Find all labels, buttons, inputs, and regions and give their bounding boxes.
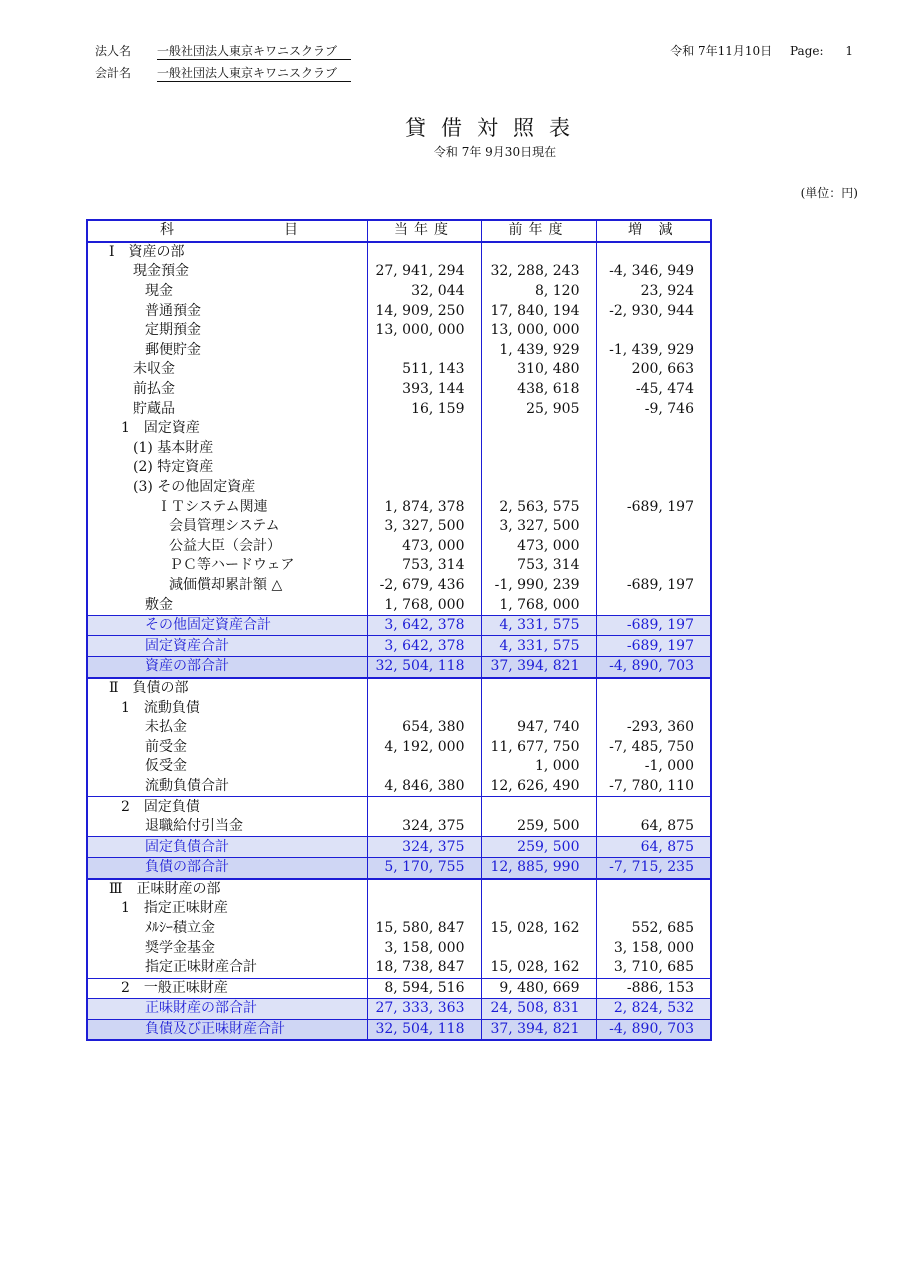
current-year-value bbox=[367, 458, 481, 478]
table-row bbox=[87, 497, 711, 517]
row-label: 郵便貯金 bbox=[87, 341, 367, 361]
change-value: 64, 875 bbox=[596, 817, 711, 837]
current-year-value bbox=[367, 879, 481, 900]
accounting-line bbox=[95, 65, 351, 82]
table-row bbox=[87, 938, 711, 958]
row-label: 前払金 bbox=[87, 380, 367, 400]
table-row bbox=[87, 282, 711, 302]
row-label: 敷金 bbox=[87, 595, 367, 615]
row-label: 固定負債合計 bbox=[87, 837, 367, 858]
previous-year-value: 753, 314 bbox=[481, 556, 596, 576]
previous-year-value: 3, 327, 500 bbox=[481, 517, 596, 537]
current-year-value: 32, 504, 118 bbox=[367, 657, 481, 678]
current-year-value: 27, 941, 294 bbox=[367, 262, 481, 282]
current-year-value bbox=[367, 478, 481, 498]
table-row bbox=[87, 999, 711, 1020]
row-label: その他固定資産合計 bbox=[87, 615, 367, 636]
previous-year-value: 2, 563, 575 bbox=[481, 497, 596, 517]
change-value: -4, 346, 949 bbox=[596, 262, 711, 282]
previous-year-value: 9, 480, 669 bbox=[481, 978, 596, 999]
previous-year-value: 8, 120 bbox=[481, 282, 596, 302]
table-row bbox=[87, 537, 711, 557]
change-value: 23, 924 bbox=[596, 282, 711, 302]
row-label: (1) 基本財産 bbox=[87, 439, 367, 459]
previous-year-value bbox=[481, 439, 596, 459]
current-year-value bbox=[367, 242, 481, 263]
current-year-value: 13, 000, 000 bbox=[367, 321, 481, 341]
previous-year-value: 947, 740 bbox=[481, 718, 596, 738]
change-value: 200, 663 bbox=[596, 360, 711, 380]
previous-year-value bbox=[481, 678, 596, 699]
table-row bbox=[87, 737, 711, 757]
change-value: -1, 000 bbox=[596, 757, 711, 777]
previous-year-value bbox=[481, 879, 596, 900]
table-row bbox=[87, 458, 711, 478]
change-value: -45, 474 bbox=[596, 380, 711, 400]
table-row bbox=[87, 517, 711, 537]
change-value: -1, 439, 929 bbox=[596, 341, 711, 361]
current-year-value: 3, 642, 378 bbox=[367, 615, 481, 636]
table-row bbox=[87, 242, 711, 263]
previous-year-value: 37, 394, 821 bbox=[481, 1019, 596, 1040]
table-row bbox=[87, 698, 711, 718]
corporation-name: 一般社団法人東京キワニスクラブ bbox=[157, 43, 351, 60]
previous-year-value: 1, 439, 929 bbox=[481, 341, 596, 361]
current-year-value: 393, 144 bbox=[367, 380, 481, 400]
previous-year-value: 11, 677, 750 bbox=[481, 737, 596, 757]
change-value bbox=[596, 517, 711, 537]
current-year-value: 4, 192, 000 bbox=[367, 737, 481, 757]
change-value: -4, 890, 703 bbox=[596, 657, 711, 678]
previous-year-value: 473, 000 bbox=[481, 537, 596, 557]
previous-year-value: 12, 885, 990 bbox=[481, 858, 596, 879]
row-label: (3) その他固定資産 bbox=[87, 478, 367, 498]
corporation-line bbox=[95, 43, 351, 60]
current-year-value: 511, 143 bbox=[367, 360, 481, 380]
row-label: 2 一般正味財産 bbox=[87, 978, 367, 999]
table-row bbox=[87, 576, 711, 596]
row-label: 現金 bbox=[87, 282, 367, 302]
current-year-value bbox=[367, 419, 481, 439]
table-row bbox=[87, 321, 711, 341]
current-year-value bbox=[367, 797, 481, 817]
change-value: 3, 158, 000 bbox=[596, 938, 711, 958]
previous-year-value: 4, 331, 575 bbox=[481, 636, 596, 657]
row-label: ﾒﾙｼｰ積立金 bbox=[87, 919, 367, 939]
previous-year-value bbox=[481, 797, 596, 817]
current-year-value: 324, 375 bbox=[367, 837, 481, 858]
row-label: 会員管理システム bbox=[87, 517, 367, 537]
current-year-value: 32, 044 bbox=[367, 282, 481, 302]
previous-year-value: 25, 905 bbox=[481, 399, 596, 419]
table-row bbox=[87, 858, 711, 879]
current-year-value: 8, 594, 516 bbox=[367, 978, 481, 999]
print-date: 令和 7年11月10日 bbox=[670, 44, 773, 58]
item-column-header: 科 目 bbox=[87, 220, 367, 242]
current-year-value bbox=[367, 899, 481, 919]
current-year-value: 32, 504, 118 bbox=[367, 1019, 481, 1040]
row-label: 1 流動負債 bbox=[87, 698, 367, 718]
current-year-value: 473, 000 bbox=[367, 537, 481, 557]
previous-year-value: 310, 480 bbox=[481, 360, 596, 380]
previous-year-value: -1, 990, 239 bbox=[481, 576, 596, 596]
change-value bbox=[596, 698, 711, 718]
current-year-value: 27, 333, 363 bbox=[367, 999, 481, 1020]
change-value: -689, 197 bbox=[596, 636, 711, 657]
row-label: 貯蔵品 bbox=[87, 399, 367, 419]
row-label: 未払金 bbox=[87, 718, 367, 738]
table-row bbox=[87, 958, 711, 978]
change-column-header: 増 減 bbox=[596, 220, 711, 242]
table-row bbox=[87, 879, 711, 900]
print-info bbox=[666, 43, 853, 59]
current-year-value: 324, 375 bbox=[367, 817, 481, 837]
page-number: 1 bbox=[845, 44, 853, 58]
current-year-value: 3, 158, 000 bbox=[367, 938, 481, 958]
previous-year-value: 259, 500 bbox=[481, 837, 596, 858]
row-label: 退職給付引当金 bbox=[87, 817, 367, 837]
change-value: -7, 780, 110 bbox=[596, 777, 711, 797]
change-value: 552, 685 bbox=[596, 919, 711, 939]
table-header-row bbox=[87, 220, 711, 242]
previous-year-value bbox=[481, 458, 596, 478]
change-value bbox=[596, 458, 711, 478]
table-row bbox=[87, 657, 711, 678]
row-label: 流動負債合計 bbox=[87, 777, 367, 797]
current-year-value: 15, 580, 847 bbox=[367, 919, 481, 939]
table-row bbox=[87, 899, 711, 919]
change-value bbox=[596, 899, 711, 919]
current-year-value: 14, 909, 250 bbox=[367, 301, 481, 321]
current-year-column-header: 当年度 bbox=[367, 220, 481, 242]
change-value: -689, 197 bbox=[596, 615, 711, 636]
change-value: -7, 485, 750 bbox=[596, 737, 711, 757]
table-row bbox=[87, 919, 711, 939]
current-year-value: 654, 380 bbox=[367, 718, 481, 738]
table-row bbox=[87, 439, 711, 459]
table-row bbox=[87, 797, 711, 817]
previous-year-value: 37, 394, 821 bbox=[481, 657, 596, 678]
balance-sheet-table bbox=[86, 219, 712, 1041]
previous-year-value: 259, 500 bbox=[481, 817, 596, 837]
current-year-value bbox=[367, 341, 481, 361]
change-value bbox=[596, 439, 711, 459]
change-value bbox=[596, 321, 711, 341]
table-row bbox=[87, 360, 711, 380]
change-value: -293, 360 bbox=[596, 718, 711, 738]
row-label: Ⅰ 資産の部 bbox=[87, 242, 367, 263]
change-value: -886, 153 bbox=[596, 978, 711, 999]
change-value bbox=[596, 595, 711, 615]
row-label: ＩＴシステム関連 bbox=[87, 497, 367, 517]
corporation-label: 法人名 bbox=[95, 44, 132, 58]
previous-year-value: 1, 000 bbox=[481, 757, 596, 777]
change-value bbox=[596, 879, 711, 900]
change-value bbox=[596, 419, 711, 439]
table-row bbox=[87, 341, 711, 361]
row-label: 指定正味財産合計 bbox=[87, 958, 367, 978]
previous-year-value: 15, 028, 162 bbox=[481, 958, 596, 978]
current-year-value bbox=[367, 757, 481, 777]
change-value: 3, 710, 685 bbox=[596, 958, 711, 978]
table-row bbox=[87, 817, 711, 837]
table-row bbox=[87, 399, 711, 419]
previous-year-value bbox=[481, 478, 596, 498]
table-row bbox=[87, 556, 711, 576]
table-row bbox=[87, 478, 711, 498]
row-label: 1 固定資産 bbox=[87, 419, 367, 439]
row-label: 奨学金基金 bbox=[87, 938, 367, 958]
row-label: 負債及び正味財産合計 bbox=[87, 1019, 367, 1040]
row-label: 正味財産の部合計 bbox=[87, 999, 367, 1020]
previous-year-value: 1, 768, 000 bbox=[481, 595, 596, 615]
unit-note: (単位：円) bbox=[800, 186, 858, 200]
table-row bbox=[87, 615, 711, 636]
change-value: -7, 715, 235 bbox=[596, 858, 711, 879]
change-value bbox=[596, 537, 711, 557]
current-year-value: 1, 874, 378 bbox=[367, 497, 481, 517]
row-label: 2 固定負債 bbox=[87, 797, 367, 817]
current-year-value: 18, 738, 847 bbox=[367, 958, 481, 978]
table-row bbox=[87, 1019, 711, 1040]
change-value bbox=[596, 478, 711, 498]
row-label: 普通預金 bbox=[87, 301, 367, 321]
previous-year-value: 15, 028, 162 bbox=[481, 919, 596, 939]
previous-year-value bbox=[481, 419, 596, 439]
previous-year-value bbox=[481, 899, 596, 919]
table-row bbox=[87, 380, 711, 400]
row-label: 減価償却累計額 △ bbox=[87, 576, 367, 596]
current-year-value bbox=[367, 698, 481, 718]
current-year-value: 16, 159 bbox=[367, 399, 481, 419]
table-row bbox=[87, 757, 711, 777]
row-label: 負債の部合計 bbox=[87, 858, 367, 879]
row-label: 仮受金 bbox=[87, 757, 367, 777]
previous-year-value bbox=[481, 698, 596, 718]
change-value: -2, 930, 944 bbox=[596, 301, 711, 321]
previous-year-column-header: 前年度 bbox=[481, 220, 596, 242]
row-label: 固定資産合計 bbox=[87, 636, 367, 657]
current-year-value: 1, 768, 000 bbox=[367, 595, 481, 615]
previous-year-value: 438, 618 bbox=[481, 380, 596, 400]
table-row bbox=[87, 978, 711, 999]
change-value: -9, 746 bbox=[596, 399, 711, 419]
table-row bbox=[87, 678, 711, 699]
change-value: -689, 197 bbox=[596, 576, 711, 596]
previous-year-value: 12, 626, 490 bbox=[481, 777, 596, 797]
change-value: 64, 875 bbox=[596, 837, 711, 858]
accounting-label: 会計名 bbox=[95, 66, 132, 80]
change-value bbox=[596, 797, 711, 817]
previous-year-value bbox=[481, 242, 596, 263]
previous-year-value: 32, 288, 243 bbox=[481, 262, 596, 282]
current-year-value bbox=[367, 678, 481, 699]
table-body bbox=[87, 242, 711, 1041]
previous-year-value: 17, 840, 194 bbox=[481, 301, 596, 321]
row-label: (2) 特定資産 bbox=[87, 458, 367, 478]
row-label: 1 指定正味財産 bbox=[87, 899, 367, 919]
current-year-value bbox=[367, 439, 481, 459]
table-row bbox=[87, 777, 711, 797]
previous-year-value bbox=[481, 938, 596, 958]
row-label: 資産の部合計 bbox=[87, 657, 367, 678]
row-label: Ⅲ 正味財産の部 bbox=[87, 879, 367, 900]
accounting-name: 一般社団法人東京キワニスクラブ bbox=[157, 65, 351, 82]
row-label: 未収金 bbox=[87, 360, 367, 380]
current-year-value: 753, 314 bbox=[367, 556, 481, 576]
previous-year-value: 24, 508, 831 bbox=[481, 999, 596, 1020]
table-row bbox=[87, 595, 711, 615]
table-row bbox=[87, 419, 711, 439]
change-value bbox=[596, 678, 711, 699]
table-row bbox=[87, 262, 711, 282]
table-row bbox=[87, 718, 711, 738]
page-label: Page: bbox=[790, 44, 824, 58]
table-row bbox=[87, 837, 711, 858]
change-value bbox=[596, 556, 711, 576]
row-label: ＰＣ等ハードウェア bbox=[87, 556, 367, 576]
change-value: -4, 890, 703 bbox=[596, 1019, 711, 1040]
row-label: Ⅱ 負債の部 bbox=[87, 678, 367, 699]
table-row bbox=[87, 636, 711, 657]
row-label: 定期預金 bbox=[87, 321, 367, 341]
current-year-value: 3, 327, 500 bbox=[367, 517, 481, 537]
document-title: 貸借対照表 bbox=[405, 116, 585, 140]
current-year-value: 5, 170, 755 bbox=[367, 858, 481, 879]
previous-year-value: 4, 331, 575 bbox=[481, 615, 596, 636]
current-year-value: 3, 642, 378 bbox=[367, 636, 481, 657]
row-label: 公益大臣（会計） bbox=[87, 537, 367, 557]
table-row bbox=[87, 301, 711, 321]
change-value bbox=[596, 242, 711, 263]
previous-year-value: 13, 000, 000 bbox=[481, 321, 596, 341]
change-value: 2, 824, 532 bbox=[596, 999, 711, 1020]
row-label: 現金預金 bbox=[87, 262, 367, 282]
current-year-value: -2, 679, 436 bbox=[367, 576, 481, 596]
as-of-date: 令和 7年 9月30日現在 bbox=[433, 145, 557, 159]
row-label: 前受金 bbox=[87, 737, 367, 757]
current-year-value: 4, 846, 380 bbox=[367, 777, 481, 797]
change-value: -689, 197 bbox=[596, 497, 711, 517]
